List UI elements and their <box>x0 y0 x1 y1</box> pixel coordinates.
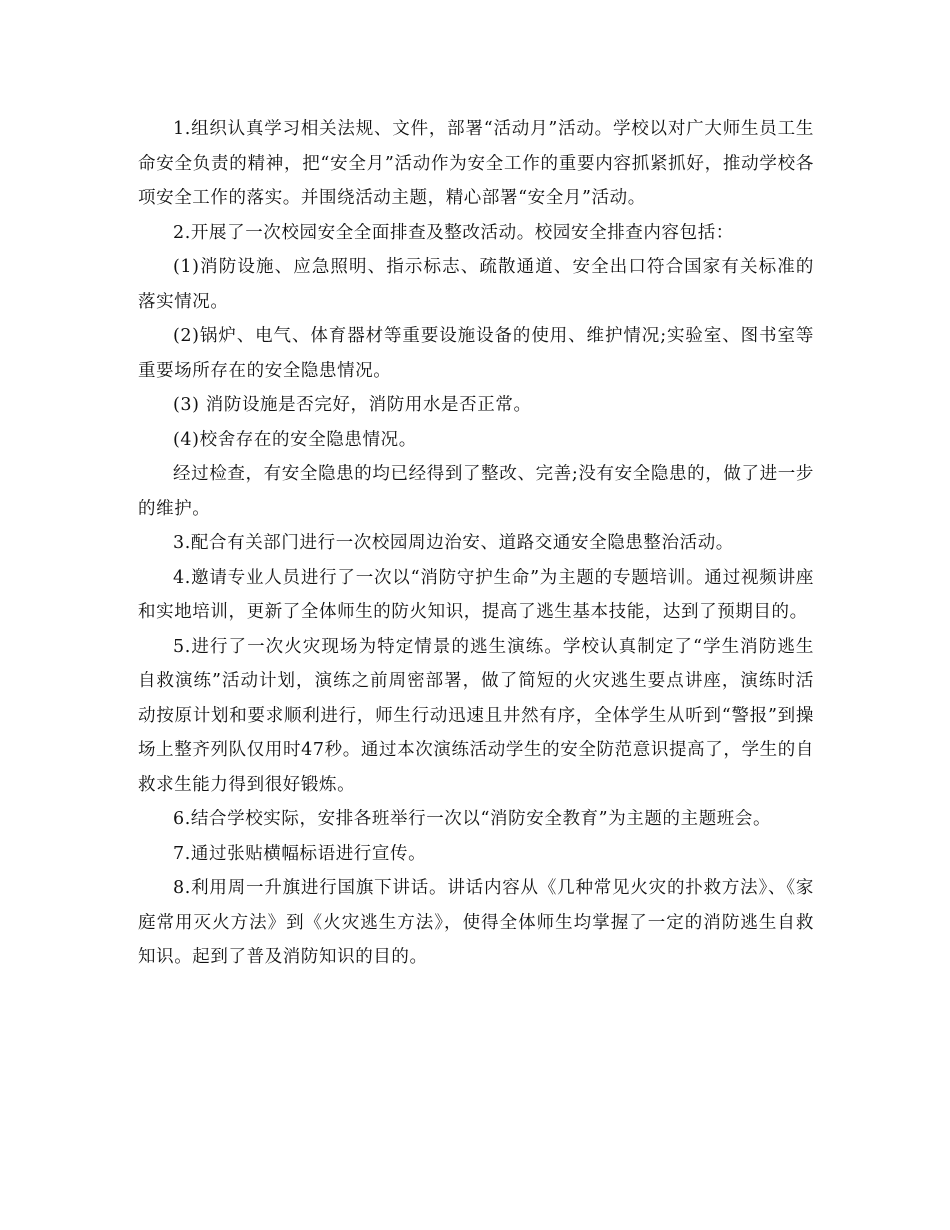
paragraph-7: 7.通过张贴横幅标语进行宣传。 <box>173 843 427 864</box>
paragraph-6: 6.结合学校实际，安排各班举行一次以“消防安全教育”为主题的主题班会。 <box>173 809 772 829</box>
paragraph-2-item-2: (2)锅炉、电气、体育器材等重要设施设备的使用、维护情况;实验室、图书室等重要场所存在的安全隐患情况。 <box>138 326 814 381</box>
paragraph-2-item-3: (3) 消防设施是否完好，消防用水是否正常。 <box>173 395 532 415</box>
paragraph-2-item-4: (4)校舍存在的安全隐患情况。 <box>173 429 417 450</box>
paragraph-2: 2.开展了一次校园安全全面排查及整改活动。校园安全排查内容包括： <box>173 222 734 243</box>
paragraph-1: 1.组织认真学习相关法规、文件，部署“活动月”活动。学校以对广大师生员工生命安全负责的精神，把“安全月”活动作为安全工作的重要内容抓紧抓好，推动学校各项安全工作的落实。并围绕活动主题，精心部署“安全月”活动。 <box>138 119 814 208</box>
document-body <box>138 112 814 975</box>
paragraph-3: 3.配合有关部门进行一次校园周边治安、道路交通安全隐患整治活动。 <box>173 533 734 553</box>
paragraph-4: 4.邀请专业人员进行了一次以“消防守护生命”为主题的专题培训。通过视频讲座和实地培训，更新了全体师生的防火知识，提高了逃生基本技能，达到了预期目的。 <box>138 567 814 622</box>
paragraph-5: 5.进行了一次火灾现场为特定情景的逃生演练。学校认真制定了“学生消防逃生自救演练”活动计划，演练之前周密部署，做了简短的火灾逃生要点讲座，演练时活动按原计划和要求顺利进行，师生行动迅速且井然有序，全体学生从听到“警报”到操场上整齐列队仅用时47秒。通过本次演练活动学生的安全防范意识提高了，学生的自救求生能力得到很好锻炼。 <box>138 636 814 795</box>
paragraph-2-item-1: (1)消防设施、应急照明、指示标志、疏散通道、安全出口符合国家有关标准的落实情况。 <box>138 257 814 312</box>
paragraph-8: 8.利用周一升旗进行国旗下讲话。讲话内容从《几种常见火灾的扑救方法》、《家庭常用灭火方法》到《火灾逃生方法》，使得全体师生均掌握了一定的消防逃生自救知识。起到了普及消防知识的目的。 <box>138 878 814 967</box>
paragraph-inspection-result: 经过检查，有安全隐患的均已经得到了整改、完善;没有安全隐患的，做了进一步的维护。 <box>138 464 814 519</box>
